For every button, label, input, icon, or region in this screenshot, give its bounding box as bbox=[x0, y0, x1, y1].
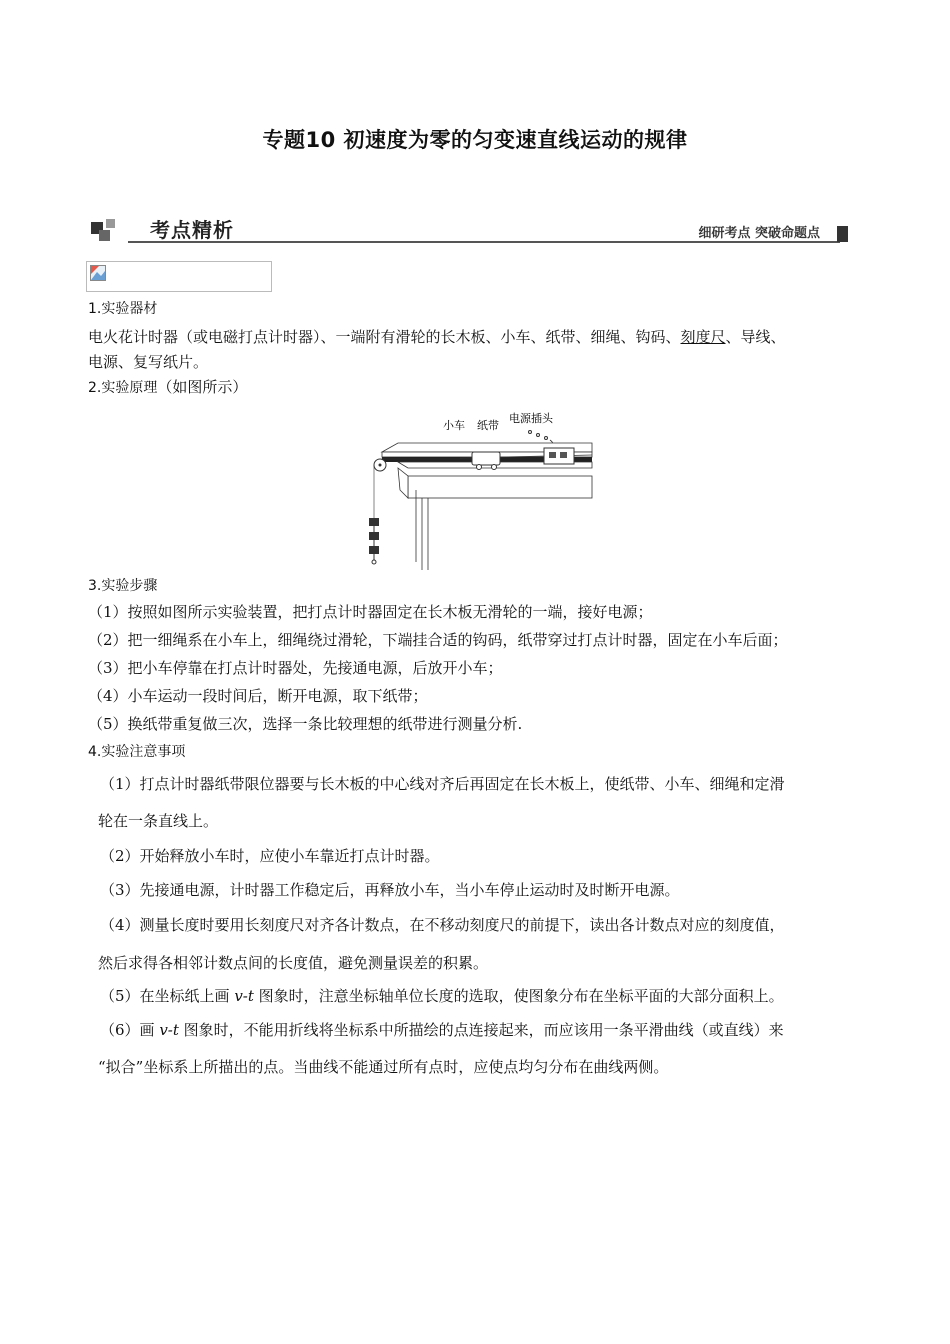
text-run: 、导线、 bbox=[725, 328, 786, 346]
step-item: （1）按照如图所示实验装置，把打点计时器固定在长木板无滑轮的一端，接好电源； bbox=[88, 603, 653, 621]
paragraph bbox=[88, 328, 786, 346]
section-heading: 4.实验注意事项 bbox=[88, 744, 186, 760]
text-run: （6）画 bbox=[100, 1021, 160, 1039]
step-item: （5）换纸带重复做三次，选择一条比较理想的纸带进行测量分析. bbox=[88, 715, 523, 733]
note-item: （2）开始释放小车时，应使小车靠近打点计时器。 bbox=[100, 847, 440, 865]
text-run: （5）在坐标纸上画 bbox=[100, 987, 235, 1005]
text-run: 图象时，不能用折线将坐标系中所描绘的点连接起来，而应该用一条平滑曲线（或直线）来 bbox=[178, 1021, 784, 1039]
figure-label: 小车 bbox=[443, 419, 465, 432]
broken-image-icon bbox=[90, 265, 106, 281]
section-heading: 1.实验器材 bbox=[88, 301, 158, 317]
note-item: （3）先接通电源，计时器工作稳定后，再释放小车，当小车停止运动时及时断开电源。 bbox=[100, 881, 680, 899]
pulley-icon bbox=[374, 459, 386, 471]
note-item: （4）测量长度时要用长刻度尺对齐各计数点，在不移动刻度尺的前提下，读出各计数点对应的刻度值， bbox=[100, 916, 785, 934]
note-item: （1）打点计时器纸带限位器要与长木板的中心线对齐后再固定在长木板上，使纸带、小车、细绳和定滑 bbox=[100, 775, 785, 793]
note-item: 轮在一条直线上。 bbox=[98, 812, 219, 830]
text-run: 电火花计时器（或电磁打点计时器）、一端附有滑轮的长木板、小车、纸带、细绳、钩码、 bbox=[88, 328, 681, 346]
heading-text: 2.实验原理 bbox=[88, 380, 158, 396]
ticker-timer-icon bbox=[544, 448, 574, 464]
note-item: “拟合”坐标系上所描出的点。当曲线不能通过所有点时，应使点均匀分布在曲线两侧。 bbox=[98, 1058, 669, 1076]
step-item: （3）把小车停靠在打点计时器处，先接通电源，后放开小车； bbox=[88, 659, 503, 677]
section-banner bbox=[88, 210, 850, 250]
banner-square-icon bbox=[106, 219, 115, 228]
note-item bbox=[100, 1021, 784, 1039]
math-var: v-t bbox=[159, 1021, 179, 1039]
text-run: 图象时，注意坐标轴单位长度的选取，使图象分布在坐标平面的大部分面积上。 bbox=[253, 987, 784, 1005]
image-placeholder bbox=[86, 261, 272, 292]
banner-end-mark bbox=[837, 226, 848, 242]
banner-square-icon bbox=[99, 230, 110, 241]
banner-rule bbox=[128, 241, 840, 243]
figure-label: 纸带 bbox=[477, 419, 499, 432]
hook-weights-icon bbox=[369, 518, 379, 564]
note-item: 然后求得各相邻计数点间的长度值，避免测量误差的积累。 bbox=[98, 954, 489, 972]
step-item: （2）把一细绳系在小车上，细绳绕过滑轮，下端挂合适的钩码，纸带穿过打点计时器，固定在小车后面； bbox=[88, 631, 788, 649]
underlined-term: 刻度尺 bbox=[680, 328, 726, 346]
banner-title: 考点精析 bbox=[150, 218, 234, 242]
paragraph: 电源、复写纸片。 bbox=[88, 353, 209, 371]
section-heading bbox=[88, 378, 247, 397]
banner-subtitle: 细研考点 突破命题点 bbox=[698, 226, 820, 241]
heading-note: （如图所示） bbox=[157, 378, 248, 396]
figure-label: 电源插头 bbox=[509, 412, 553, 425]
section-heading: 3.实验步骤 bbox=[88, 578, 158, 594]
apparatus-figure bbox=[360, 410, 595, 570]
page-title: 专题10 初速度为零的匀变速直线运动的规律 bbox=[262, 128, 688, 152]
math-var: v-t bbox=[234, 987, 254, 1005]
note-item bbox=[100, 987, 784, 1005]
step-item: （4）小车运动一段时间后，断开电源，取下纸带； bbox=[88, 687, 428, 705]
